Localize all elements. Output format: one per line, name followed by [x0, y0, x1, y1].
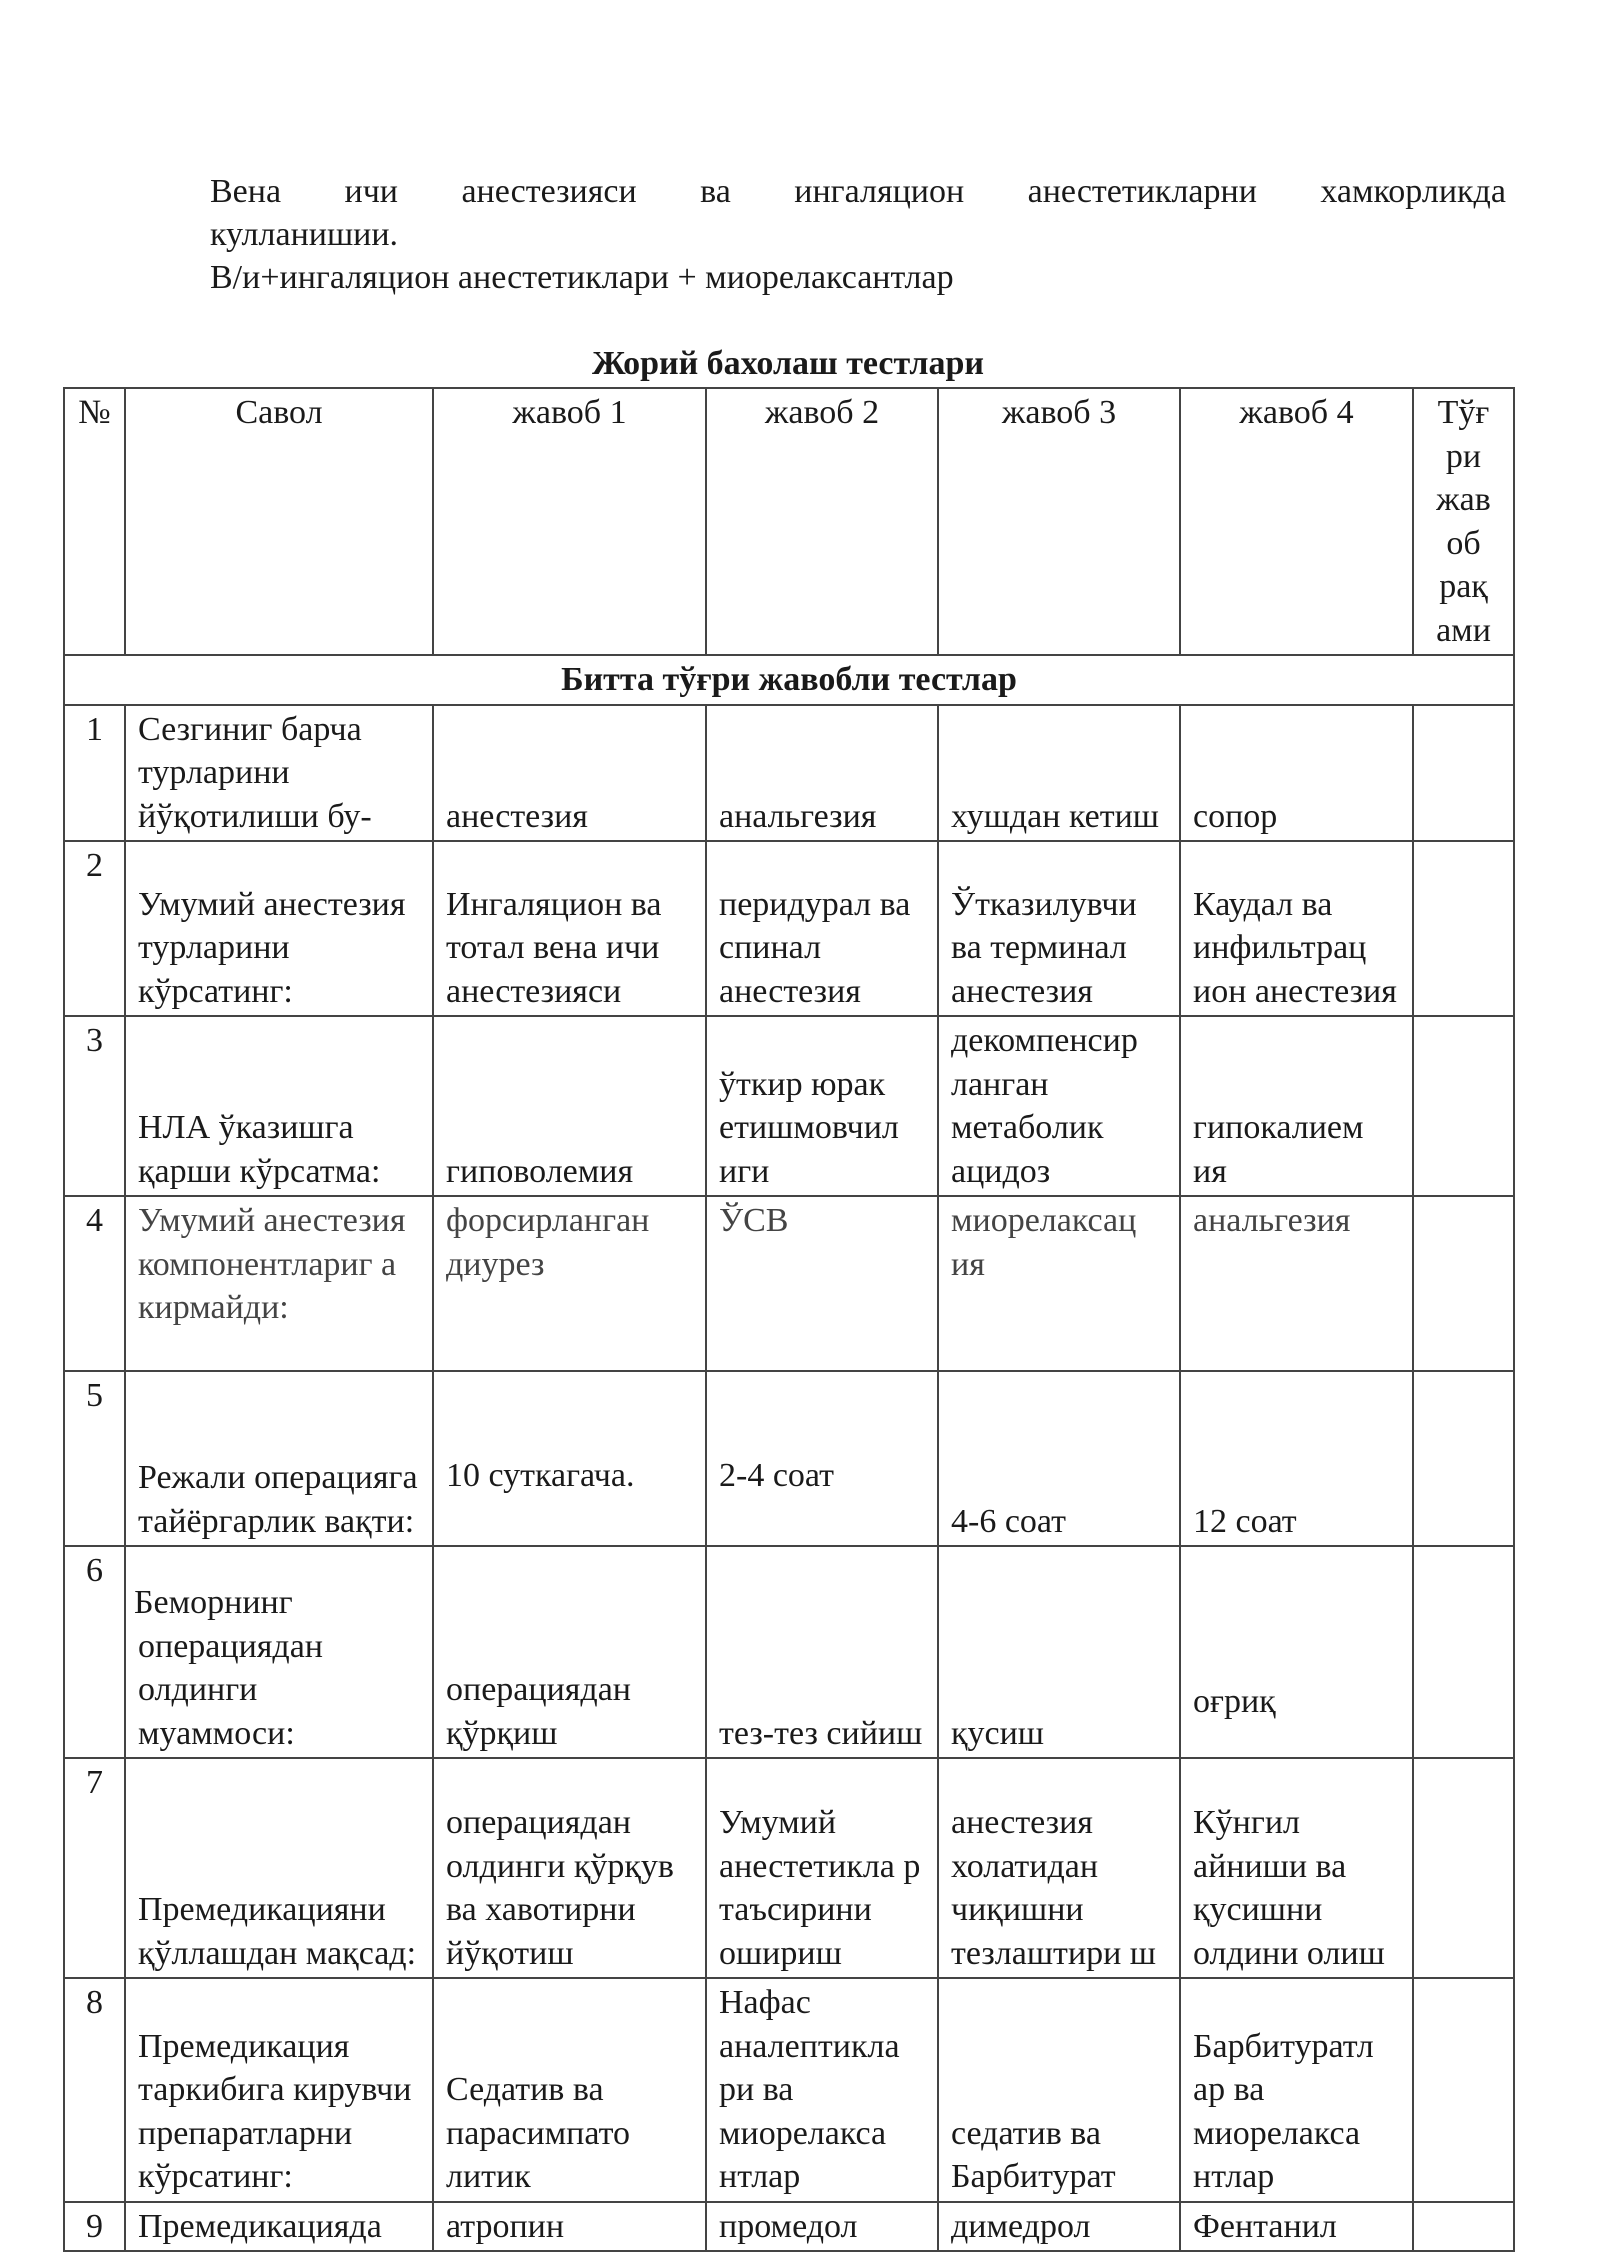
answer-2: промедол [706, 2202, 938, 2252]
answer-2: тез-тез сийиш [706, 1546, 938, 1758]
intro-line-2: кулланишии. [210, 216, 399, 253]
answer-4: Кўнгил айниши ва қусишни олдини олиш [1180, 1758, 1413, 1978]
answer-4: 12 соат [1180, 1371, 1413, 1546]
answer-1: Седатив ва парасимпато литик [433, 1978, 706, 2202]
answer-1: операциядан қўрқиш [433, 1546, 706, 1758]
answer-3: декомпенсир ланган метаболик ацидоз [938, 1016, 1180, 1196]
correct-answer [1413, 1546, 1514, 1758]
correct-answer [1413, 841, 1514, 1016]
intro-word: анестезияси [461, 173, 637, 210]
answer-1: анестезия [433, 705, 706, 842]
answer-1: Ингаляцион ва тотал вена ичи анестезияси [433, 841, 706, 1016]
question-number: 5 [64, 1371, 125, 1546]
page-title: Жорий бахолаш тестлари [592, 345, 984, 382]
answer-4: оғриқ [1180, 1546, 1413, 1758]
answer-3: миорелаксац ия [938, 1196, 1180, 1371]
header-number: № [64, 388, 125, 655]
header-answer-2: жавоб 2 [706, 388, 938, 655]
tests-table [63, 387, 1515, 2252]
intro-word: ва [700, 173, 731, 210]
question-number: 2 [64, 841, 125, 1016]
correct-answer [1413, 705, 1514, 842]
correct-answer [1413, 1371, 1514, 1546]
answer-3: қусиш [938, 1546, 1180, 1758]
answer-4: гипокалием ия [1180, 1016, 1413, 1196]
question-text: Беморнинг операциядан олдинги муаммоси: [125, 1546, 433, 1758]
answer-4: сопор [1180, 705, 1413, 842]
question-text: Умумий анестезия компонентлариг а кирмайди: [125, 1196, 433, 1371]
header-correct-answer: Тўғ ри жав об рақ ами [1413, 388, 1514, 655]
intro-word: анестетикларни [1027, 173, 1257, 210]
table-row [64, 1371, 1514, 1546]
intro-text [210, 170, 1506, 299]
section-title: Битта тўғри жавобли тестлар [64, 655, 1514, 705]
intro-word: ингаляцион [794, 173, 965, 210]
correct-answer [1413, 1016, 1514, 1196]
answer-4: Каудал ва инфильтрац ион анестезия [1180, 841, 1413, 1016]
intro-word: ичи [344, 173, 398, 210]
section-row [64, 655, 1514, 705]
header-question: Савол [125, 388, 433, 655]
correct-answer [1413, 2202, 1514, 2252]
answer-1: форсирланган диурез [433, 1196, 706, 1371]
header-answer-1: жавоб 1 [433, 388, 706, 655]
table-row [64, 1546, 1514, 1758]
correct-answer [1413, 1758, 1514, 1978]
intro-word: Вена [210, 173, 282, 210]
question-text: Премедикацияда [125, 2202, 433, 2252]
table-row [64, 2202, 1514, 2252]
header-answer-3: жавоб 3 [938, 388, 1180, 655]
table-row [64, 1016, 1514, 1196]
answer-4: Барбитуратл ар ва миорелакса нтлар [1180, 1978, 1413, 2202]
table-row [64, 1978, 1514, 2202]
correct-answer [1413, 1196, 1514, 1371]
table-header-row [64, 388, 1514, 655]
intro-word: хамкорликда [1320, 173, 1506, 210]
answer-3: Ўтказилувчи ва терминал анестезия [938, 841, 1180, 1016]
intro-line-3: В/и+ингаляцион анестетиклари + миорелаксантлар [210, 259, 954, 296]
answer-3: 4-6 соат [938, 1371, 1180, 1546]
answer-4: Фентанил [1180, 2202, 1413, 2252]
answer-2: Нафас аналептикла ри ва миорелакса нтлар [706, 1978, 938, 2202]
correct-answer [1413, 1978, 1514, 2202]
header-answer-4: жавоб 4 [1180, 388, 1413, 655]
question-text: НЛА ўказишга қарши кўрсатма: [125, 1016, 433, 1196]
question-number: 1 [64, 705, 125, 842]
answer-2: 2-4 соат [706, 1371, 938, 1546]
question-text: Сезгиниг барча турларини йўқотилиши бу- [125, 705, 433, 842]
intro-line-1 [210, 170, 1506, 213]
question-number: 4 [64, 1196, 125, 1371]
answer-1: 10 суткагача. [433, 1371, 706, 1546]
table-row [64, 705, 1514, 842]
question-number: 9 [64, 2202, 125, 2252]
question-number: 6 [64, 1546, 125, 1758]
answer-3: седатив ва Барбитурат [938, 1978, 1180, 2202]
question-text: Умумий анестезия турларини кўрсатинг: [125, 841, 433, 1016]
question-number: 3 [64, 1016, 125, 1196]
table-row [64, 1196, 1514, 1371]
question-number: 8 [64, 1978, 125, 2202]
answer-2: анальгезия [706, 705, 938, 842]
answer-1: атропин [433, 2202, 706, 2252]
answer-3: димедрол [938, 2202, 1180, 2252]
answer-2: ЎСВ [706, 1196, 938, 1371]
question-text: Премедикацияни қўллашдан мақсад: [125, 1758, 433, 1978]
answer-3: хушдан кетиш [938, 705, 1180, 842]
answer-2: Умумий анестетикла р таъсирини ошириш [706, 1758, 938, 1978]
question-text: Режали операцияга тайёргарлик вақти: [125, 1371, 433, 1546]
table-row [64, 1758, 1514, 1978]
question-text: Премедикация таркибига кирувчи препаратларни кўрсатинг: [125, 1978, 433, 2202]
table-row [64, 841, 1514, 1016]
answer-2: ўткир юрак етишмовчил иги [706, 1016, 938, 1196]
answer-3: анестезия холатидан чиқишни тезлаштири ш [938, 1758, 1180, 1978]
answer-1: гиповолемия [433, 1016, 706, 1196]
answer-1: операциядан олдинги қўрқув ва хавотирни йўқотиш [433, 1758, 706, 1978]
answer-4: анальгезия [1180, 1196, 1413, 1371]
question-number: 7 [64, 1758, 125, 1978]
answer-2: перидурал ва спинал анестезия [706, 841, 938, 1016]
